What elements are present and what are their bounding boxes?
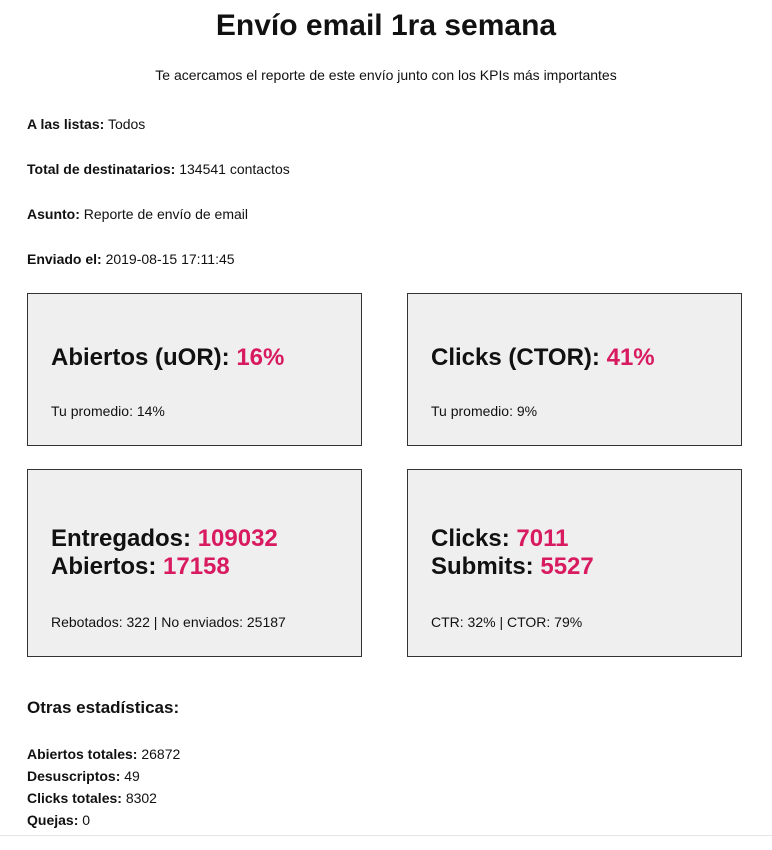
- meta-subject-label: Asunto:: [27, 206, 80, 222]
- stat-total-opens-value: 26872: [141, 746, 181, 762]
- page-subtitle: Te acercamos el reporte de este envío junto con los KPIs más importantes: [155, 67, 617, 83]
- kpi-engagement-details: CTR: 32% | CTOR: 79%: [431, 614, 583, 630]
- meta-lists-value: Todos: [107, 116, 146, 132]
- kpi-opens-heading: [51, 344, 284, 372]
- stat-complaints: [27, 811, 90, 829]
- kpi-card-clicks: [407, 293, 742, 446]
- stat-unsubscribes-value: 49: [124, 768, 140, 784]
- stat-complaints-value: 0: [82, 812, 91, 828]
- meta-recipients: [27, 160, 290, 178]
- meta-recipients-value: 134541 contactos: [179, 161, 290, 177]
- kpi-delivered-line: [51, 525, 278, 553]
- meta-lists: [27, 115, 145, 133]
- kpi-clicks-average: Tu promedio: 9%: [431, 403, 538, 419]
- stat-total-clicks-label: Clicks totales:: [27, 790, 122, 806]
- page-title: Envío email 1ra semana: [215, 9, 557, 42]
- stat-total-opens-label: Abiertos totales:: [27, 746, 138, 762]
- kpi-submits-line: [431, 553, 594, 581]
- stat-total-clicks-value: 8302: [125, 790, 157, 806]
- stat-total-opens: [27, 745, 180, 763]
- stat-complaints-label: Quejas:: [27, 812, 79, 828]
- kpi-delivered-label: Entregados:: [51, 525, 192, 552]
- kpi-card-engagement: [407, 469, 742, 657]
- kpi-click-count-value: 7011: [516, 525, 569, 552]
- stat-unsubscribes: [27, 767, 140, 785]
- meta-subject: [27, 205, 248, 223]
- kpi-clicks-label: Clicks (CTOR):: [431, 344, 600, 371]
- kpi-delivered-value: 109032: [197, 525, 278, 552]
- meta-subject-value: Reporte de envío de email: [83, 206, 248, 222]
- kpi-clicks-value: 41%: [606, 344, 655, 371]
- kpi-click-count-label: Clicks:: [431, 525, 510, 552]
- bottom-divider: [0, 835, 772, 836]
- meta-sent-label: Enviado el:: [27, 251, 102, 267]
- kpi-submits-label: Submits:: [431, 553, 534, 580]
- meta-sent-value: 2019-08-15 17:11:45: [105, 251, 235, 267]
- kpi-submits-value: 5527: [540, 553, 594, 580]
- kpi-opens-average: Tu promedio: 14%: [51, 403, 165, 419]
- stat-total-clicks: [27, 789, 157, 807]
- kpi-opens-value: 16%: [236, 344, 285, 371]
- other-stats-title: Otras estadísticas:: [27, 698, 180, 717]
- stat-unsubscribes-label: Desuscriptos:: [27, 768, 121, 784]
- kpi-opened-label: Abiertos:: [51, 553, 157, 580]
- meta-lists-label: A las listas:: [27, 116, 105, 132]
- meta-sent-date: [27, 250, 235, 268]
- kpi-clicks-heading: [431, 344, 655, 372]
- kpi-card-opens: [27, 293, 362, 446]
- kpi-card-delivery: [27, 469, 362, 657]
- kpi-opened-value: 17158: [163, 553, 230, 580]
- kpi-click-count-line: [431, 525, 568, 553]
- meta-recipients-label: Total de destinatarios:: [27, 161, 176, 177]
- kpi-opened-line: [51, 553, 230, 581]
- kpi-opens-label: Abiertos (uOR):: [51, 344, 230, 371]
- kpi-delivery-details: Rebotados: 322 | No enviados: 25187: [51, 614, 286, 630]
